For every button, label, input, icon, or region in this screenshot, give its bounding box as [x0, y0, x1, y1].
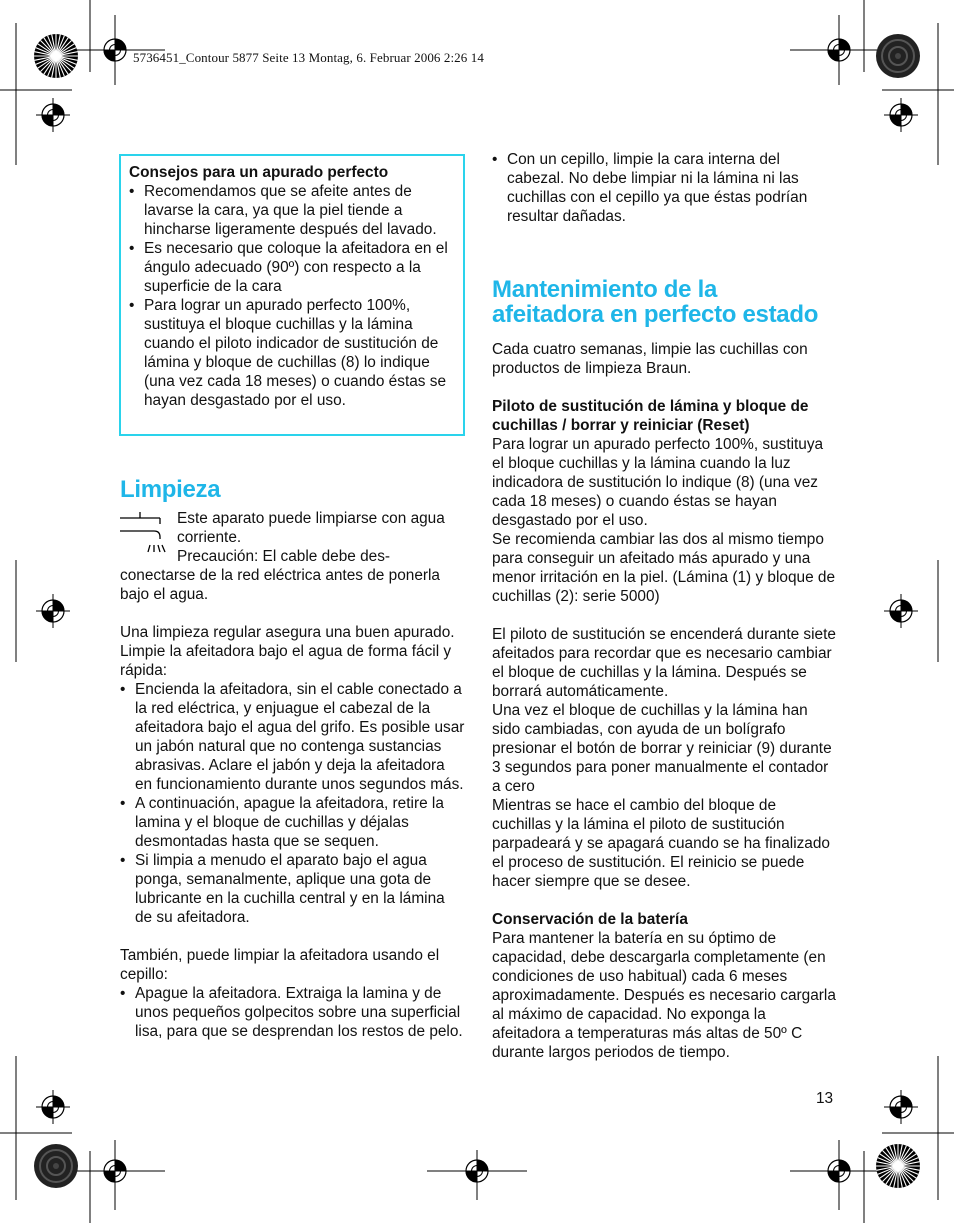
mantenimiento-heading-block: [492, 277, 852, 327]
list-item: • Encienda la afeitadora, sin el cable conectado a la red eléctrica, y enjuague el cabezal de la afeitadora bajo el agua del grifo. Es posible usar un jabón natural que no contenga sustancias abrasivas. Aclare el jabón y deja la afeitadora en funcionamiento durante unos segundos más.: [120, 680, 465, 794]
list-item: • Para lograr un apurado perfecto 100%, sustituya el bloque cuchillas y la lámina cuando el piloto indicador de sustitución de lámina y bloque de cuchillas (8) lo indique (una vez cada 18 meses) o cuando éstas se hayan desgastado por el uso.: [129, 296, 453, 410]
limpieza-heading: Limpieza: [120, 476, 221, 503]
brush-intro: También, puede limpiar la afeitadora usando el cepillo:: [120, 947, 440, 983]
reset-paragraph: Para lograr un apurado perfecto 100%, sustituya el bloque cuchillas y la lámina cuando la luz indicadora de sustitución lo indique (8) (una vez cada 18 meses) o cuando éstas se hayan desgastado por el uso.: [492, 436, 824, 529]
mantenimiento-body: [492, 340, 837, 1062]
limpieza-body: [120, 566, 465, 1041]
reset-paragraph: El piloto de sustitución se encenderá durante siete afeitados para recordar que es necesario cambiar el bloque de cuchillas y la lámina. Después se borrará automáticamente.: [492, 626, 836, 700]
reset-title: Piloto de sustitución de lámina y bloque de cuchillas / borrar y reiniciar (Reset): [492, 398, 809, 434]
water-tap-icon: [118, 509, 168, 555]
icon-caution-text: Precaución: El cable debe des-: [177, 548, 391, 565]
mantenimiento-heading-line1: Mantenimiento de la: [492, 276, 717, 303]
limpieza-intro: Una limpieza regular asegura una buen apurado. Limpie la afeitadora bajo el agua de forma fácil y rápida:: [120, 624, 455, 679]
battery-title: Conservación de la batería: [492, 911, 688, 928]
reset-paragraph: Una vez el bloque de cuchillas y la lámina han sido cambiadas, con ayuda de un bolígrafo presionar el botón de borrar y reiniciar (9) durante 3 segundos para poner manualmente el contador a cero: [492, 702, 832, 795]
icon-text-block: [177, 509, 467, 566]
caution-continued: conectarse de la red eléctrica antes de ponerla bajo el agua.: [120, 567, 440, 603]
list-item: • Es necesario que coloque la afeitadora en el ángulo adecuado (90º) con respecto a la superficie de la cara: [129, 239, 453, 296]
right-top-list-block: [492, 150, 837, 226]
list-item: • Con un cepillo, limpie la cara interna del cabezal. No debe limpiar ni la lámina ni las cuchillas con el cepillo ya que éstas podrían resultar dañadas.: [492, 150, 837, 226]
battery-paragraph: Para mantener la batería en su óptimo de capacidad, debe descargarla completamente (en condiciones de uso habitual) cada 6 meses aproximadamente. Después es necesario cargarla al máximo de capacidad. No exponga la afeitadora a temperaturas más altas de 50º C durante largos periodos de tiempo.: [492, 930, 836, 1061]
reset-paragraph: Mientras se hace el cambio del bloque de cuchillas y la lámina el piloto de sustitución parpadeará y se apagará cuando se ha finalizado el proceso de sustitución. El reinicio se puede hacer siempre que se desee.: [492, 797, 830, 890]
tips-box: [119, 154, 465, 436]
icon-intro-text: Este aparato puede limpiarse con agua corriente.: [177, 510, 445, 546]
page-number: 13: [816, 1090, 834, 1107]
list-item: • Si limpia a menudo el aparato bajo el agua ponga, semanalmente, aplique una gota de lubricante en la cuchilla central y en la lámina de su afeitadora.: [120, 851, 465, 927]
limpieza-list: [120, 680, 465, 927]
print-slug-line: 5736451_Contour 5877 Seite 13 Montag, 6. Februar 2006 2:26 14: [133, 50, 484, 65]
tips-title: Consejos para un apurado perfecto: [129, 164, 389, 181]
brush-list-continued: [492, 150, 837, 226]
tips-list: [129, 182, 453, 410]
brush-list: [120, 984, 465, 1041]
mantenimiento-heading-line2: afeitadora en perfecto estado: [492, 301, 819, 328]
list-item: • Recomendamos que se afeite antes de lavarse la cara, ya que la piel tiende a hincharse ligeramente después del lavado.: [129, 182, 453, 239]
mantenimiento-intro: Cada cuatro semanas, limpie las cuchillas con productos de limpieza Braun.: [492, 341, 808, 377]
reset-paragraph: Se recomienda cambiar las dos al mismo tiempo para conseguir un afeitado más apurado y una menor irritación en la piel. (Lámina (1) y bloque de cuchillas (2): serie 5000): [492, 531, 836, 605]
list-item: • A continuación, apague la afeitadora, retire la lamina y el bloque de cuchillas y déjalas desmontadas hasta que se sequen.: [120, 794, 465, 851]
list-item: • Apague la afeitadora. Extraiga la lamina y de unos pequeños golpecitos sobre una superficial lisa, para que se desprendan los restos de pelo.: [120, 984, 465, 1041]
